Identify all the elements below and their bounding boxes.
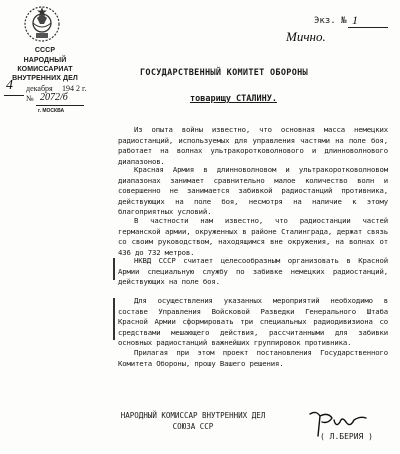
date-year-prefix: 194 (62, 84, 74, 93)
ussr-emblem-icon (22, 4, 62, 44)
margin-mark (113, 258, 115, 280)
date-year-suffix: 2 г. (76, 84, 87, 93)
ministry-name: НАРОДНЫЙ КОМИССАРИАТ ВНУТРЕННИХ ДЕЛ (12, 57, 78, 82)
recipient: ГОСУДАРСТВЕННЫЙ КОМИТЕТ ОБОРОНЫ (140, 68, 308, 78)
number-label: № (26, 94, 34, 103)
copy-number: 1 (352, 13, 358, 27)
body-paragraph-6: Прилагая при этом проект постановления Государственного Комитета Обороны, прошу Вашего решения. (118, 348, 388, 368)
body-paragraph-2: Красная Армия в длинноволновом и ультракоротковолновом диапазонах занимает сравнительно малое количество волн и совершенно не занимается забивкой радиостанций противника, действующих на поле боя, несмотря на наличие к этому благоприятных условий. (118, 165, 388, 217)
signatory-name: ( Л.БЕРИЯ ) (320, 432, 373, 441)
date-month: декабря (26, 84, 53, 93)
country-label: СССР (34, 47, 56, 54)
margin-mark (113, 298, 115, 340)
document-number: 2072/б (40, 92, 68, 103)
signatory-title: НАРОДНЫЙ КОМИССАР ВНУТРЕННИХ ДЕЛ СОЮЗА ССР (120, 411, 266, 431)
copy-label: Экз. № (314, 16, 347, 26)
addressee: товарищу СТАЛИНУ. (190, 94, 277, 104)
body-paragraph-1: Из опыта войны известно, что основная масса немецких радиостанций, используемых для управления частями на поле боя, работает на волнах ультракоротковолнового и длинноволнового диапазонов. (118, 125, 388, 166)
secrecy-mark: Мично. (286, 29, 326, 44)
body-paragraph-4: НКВД СССР считает целесообразным организовать в Красной Армии специальную службу по забивке немецких радиостанций, действующих на поле боя. (118, 256, 388, 287)
city-label: г. МОСКВА (38, 108, 65, 114)
date-day: 4 (6, 78, 13, 93)
body-paragraph-5: Для осуществления указанных мероприятий необходимо в составе Управления Войсковой Разведки Генерального Штаба Красной Армии сформировать три специальных радиодивизиона со средствами мешающего действия, рассчитанными для забивки основных радиостанций важнейших группировок противника. (118, 296, 388, 348)
body-paragraph-3: В частности нам известно, что радиостанции частей германской армии, окруженных в районе Сталинграда, держат связь со своим руководством, находящимся вне окружения, на волнах от 436 до 732 метров. (118, 216, 388, 257)
